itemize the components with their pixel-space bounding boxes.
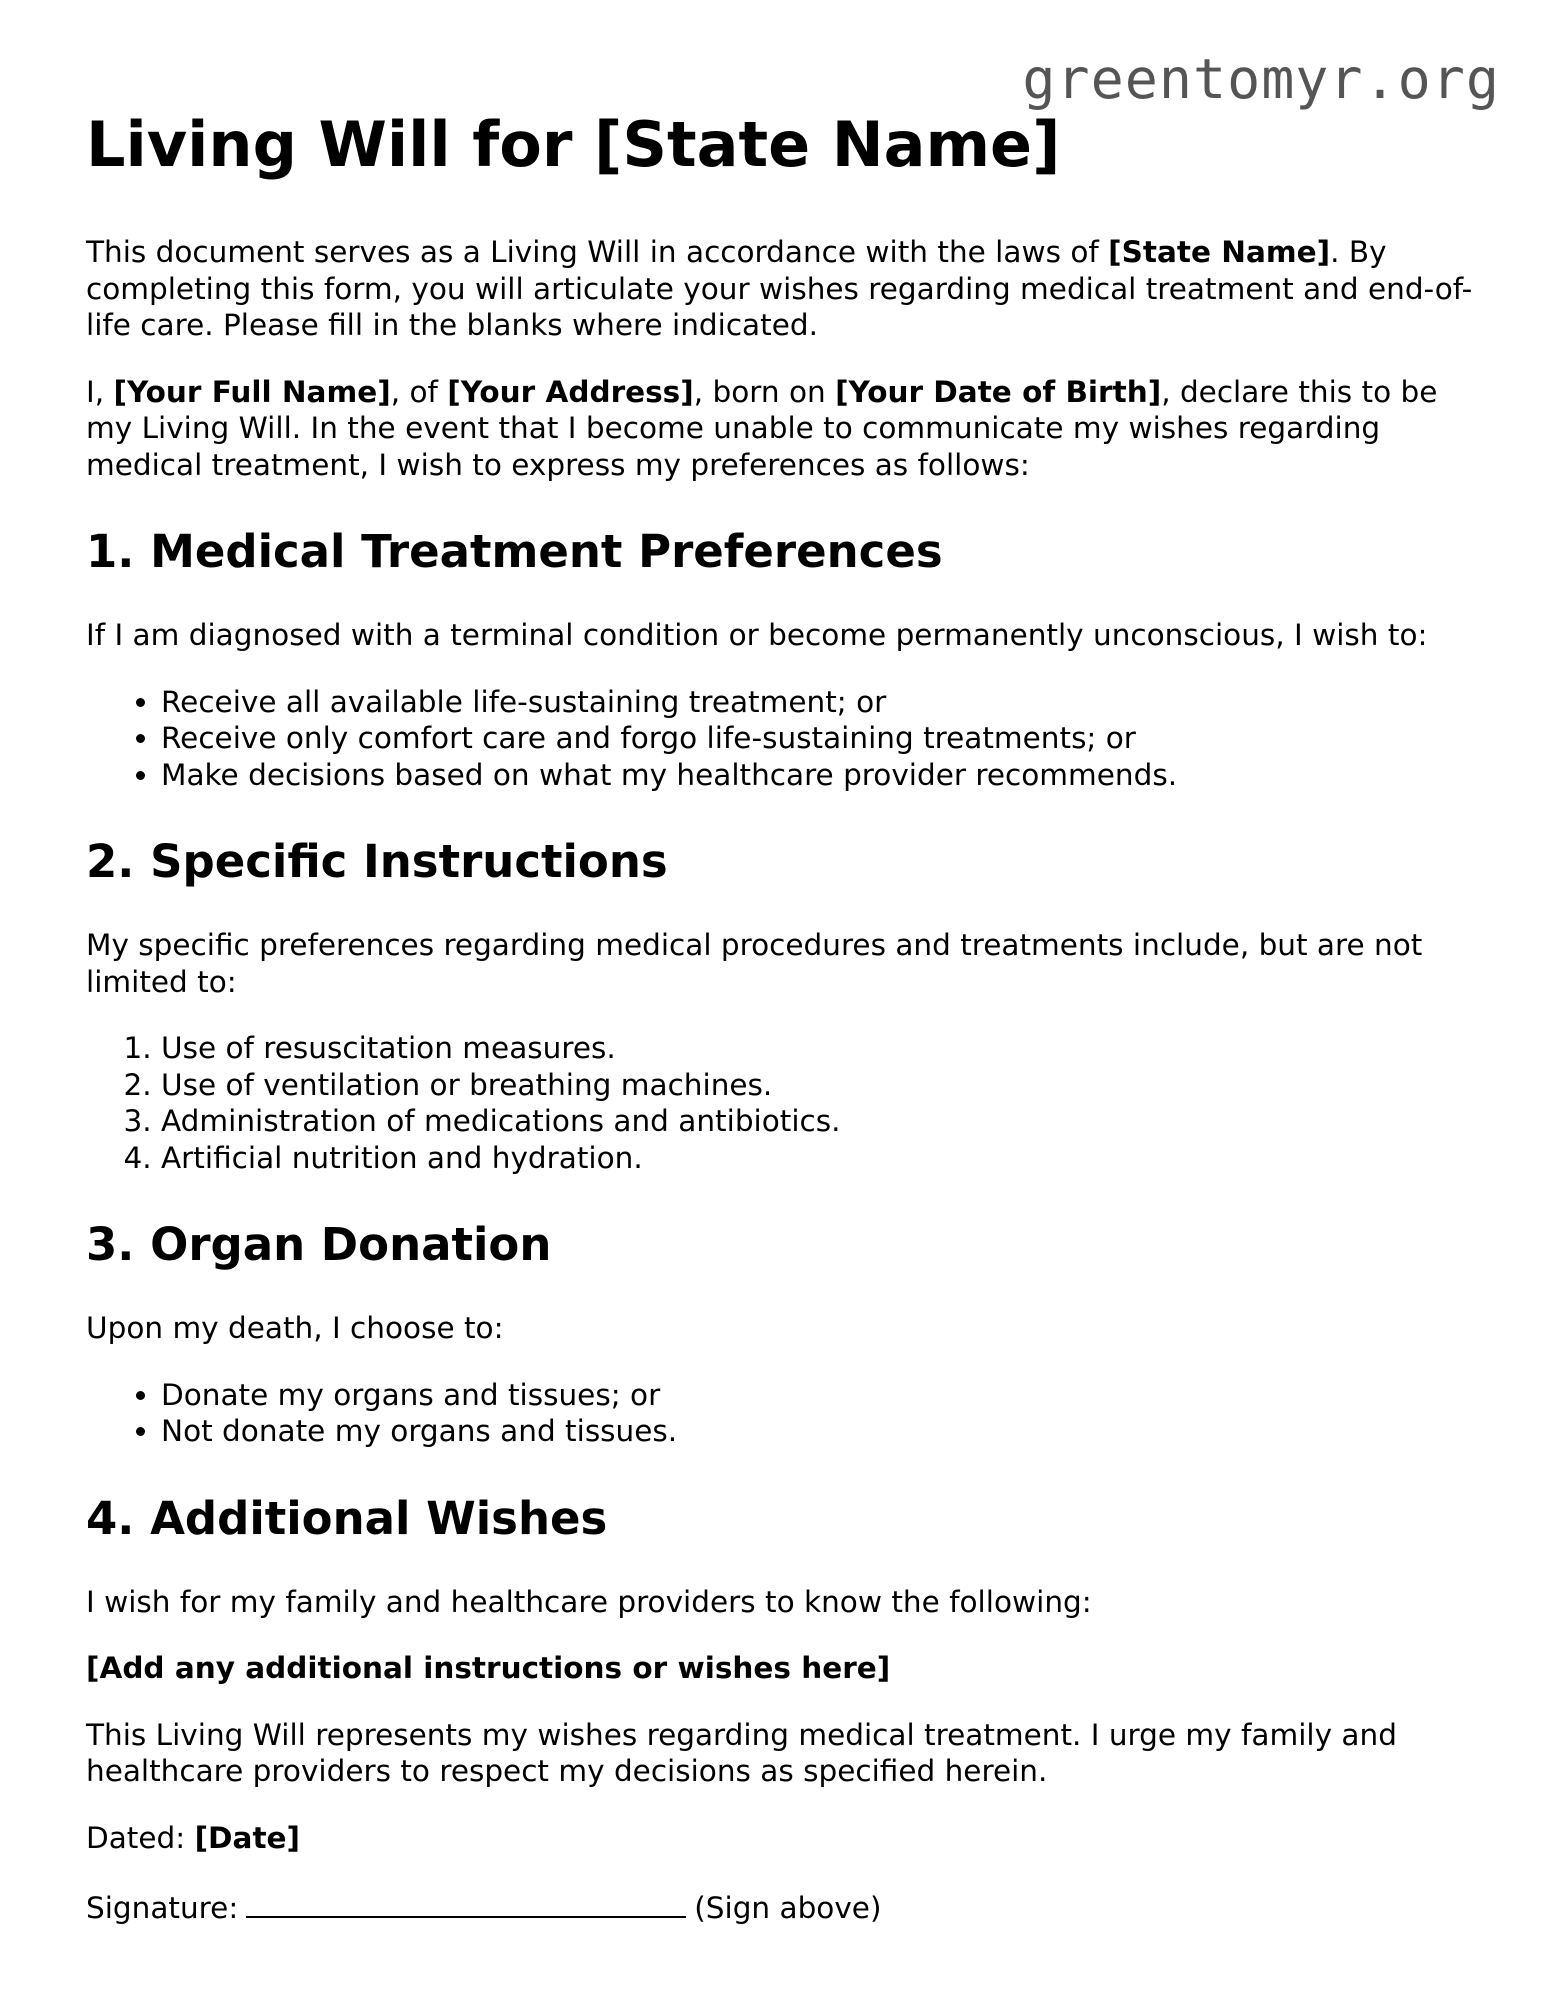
section-heading-additional-wishes: 4. Additional Wishes — [86, 1491, 608, 1545]
signature-field[interactable] — [246, 1886, 686, 1918]
list-item: • Make decisions based on what my healthcare provider recommends. — [161, 757, 1486, 794]
closing-paragraph: This Living Will represents my wishes regarding medical treatment. I urge my family and healthcare providers to respect my decisions as specified herein. — [86, 1717, 1397, 1789]
section-lead: I wish for my family and healthcare providers to know the following: — [86, 1584, 1092, 1619]
additional-wishes-placeholder: [Add any additional instructions or wishes here] — [86, 1651, 891, 1686]
section-lead: My specific preferences regarding medical procedures and treatments include, but are not limited to: — [86, 928, 1423, 999]
signature-label: Signature: — [86, 1891, 239, 1926]
list-item: • Donate my organs and tissues; or — [161, 1377, 1486, 1414]
address-placeholder: [Your Address] — [447, 374, 694, 409]
list-item: • Not donate my organs and tissues. — [161, 1413, 1486, 1450]
section-lead: Upon my death, I choose to: — [86, 1311, 504, 1346]
list-item: • Receive all available life-sustaining treatment; or — [161, 684, 1486, 721]
page-title: Living Will for [State Name] — [86, 108, 1061, 181]
organ-donation-list — [86, 1377, 1486, 1450]
signature-note: (Sign above) — [694, 1891, 882, 1926]
document-body — [86, 108, 1486, 1957]
declaration-paragraph: I, [Your Full Name], of [Your Address], born on [Your Date of Birth], declare this to be my Living Will. In the event that I become unable to communicate my wishes regarding medical treatment, I wish to express my preferences as follows: — [86, 374, 1438, 482]
full-name-placeholder: [Your Full Name] — [113, 374, 391, 409]
list-item: 1. Use of resuscitation measures. — [161, 1030, 1486, 1067]
list-item: 2. Use of ventilation or breathing machines. — [161, 1067, 1486, 1104]
specific-instructions-list — [86, 1030, 1486, 1176]
section-heading-specific-instructions: 2. Specific Instructions — [86, 835, 668, 889]
section-heading-organ-donation: 3. Organ Donation — [86, 1218, 552, 1272]
treatment-options-list — [86, 684, 1486, 794]
date-placeholder: [Date] — [194, 1820, 301, 1855]
list-item: 3. Administration of medications and antibiotics. — [161, 1103, 1486, 1140]
dated-line: Dated: [Date] — [86, 1820, 301, 1855]
section-lead: If I am diagnosed with a terminal condition or become permanently unconscious, I wish to: — [86, 618, 1428, 653]
state-name-placeholder: [State Name] — [1108, 235, 1331, 270]
list-item: • Receive only comfort care and forgo life-sustaining treatments; or — [161, 720, 1486, 757]
watermark: greentomyr.org — [1022, 47, 1500, 111]
date-of-birth-placeholder: [Your Date of Birth] — [835, 374, 1162, 409]
intro-paragraph: This document serves as a Living Will in accordance with the laws of [State Name]. By completing this form, you will articulate your wishes regarding medical treatment and end-of-life care. Please fill in the blanks where indicated. — [86, 235, 1473, 343]
list-item: 4. Artificial nutrition and hydration. — [161, 1140, 1486, 1177]
section-heading-medical-treatment: 1. Medical Treatment Preferences — [86, 525, 943, 579]
signature-line — [86, 1886, 1486, 1927]
